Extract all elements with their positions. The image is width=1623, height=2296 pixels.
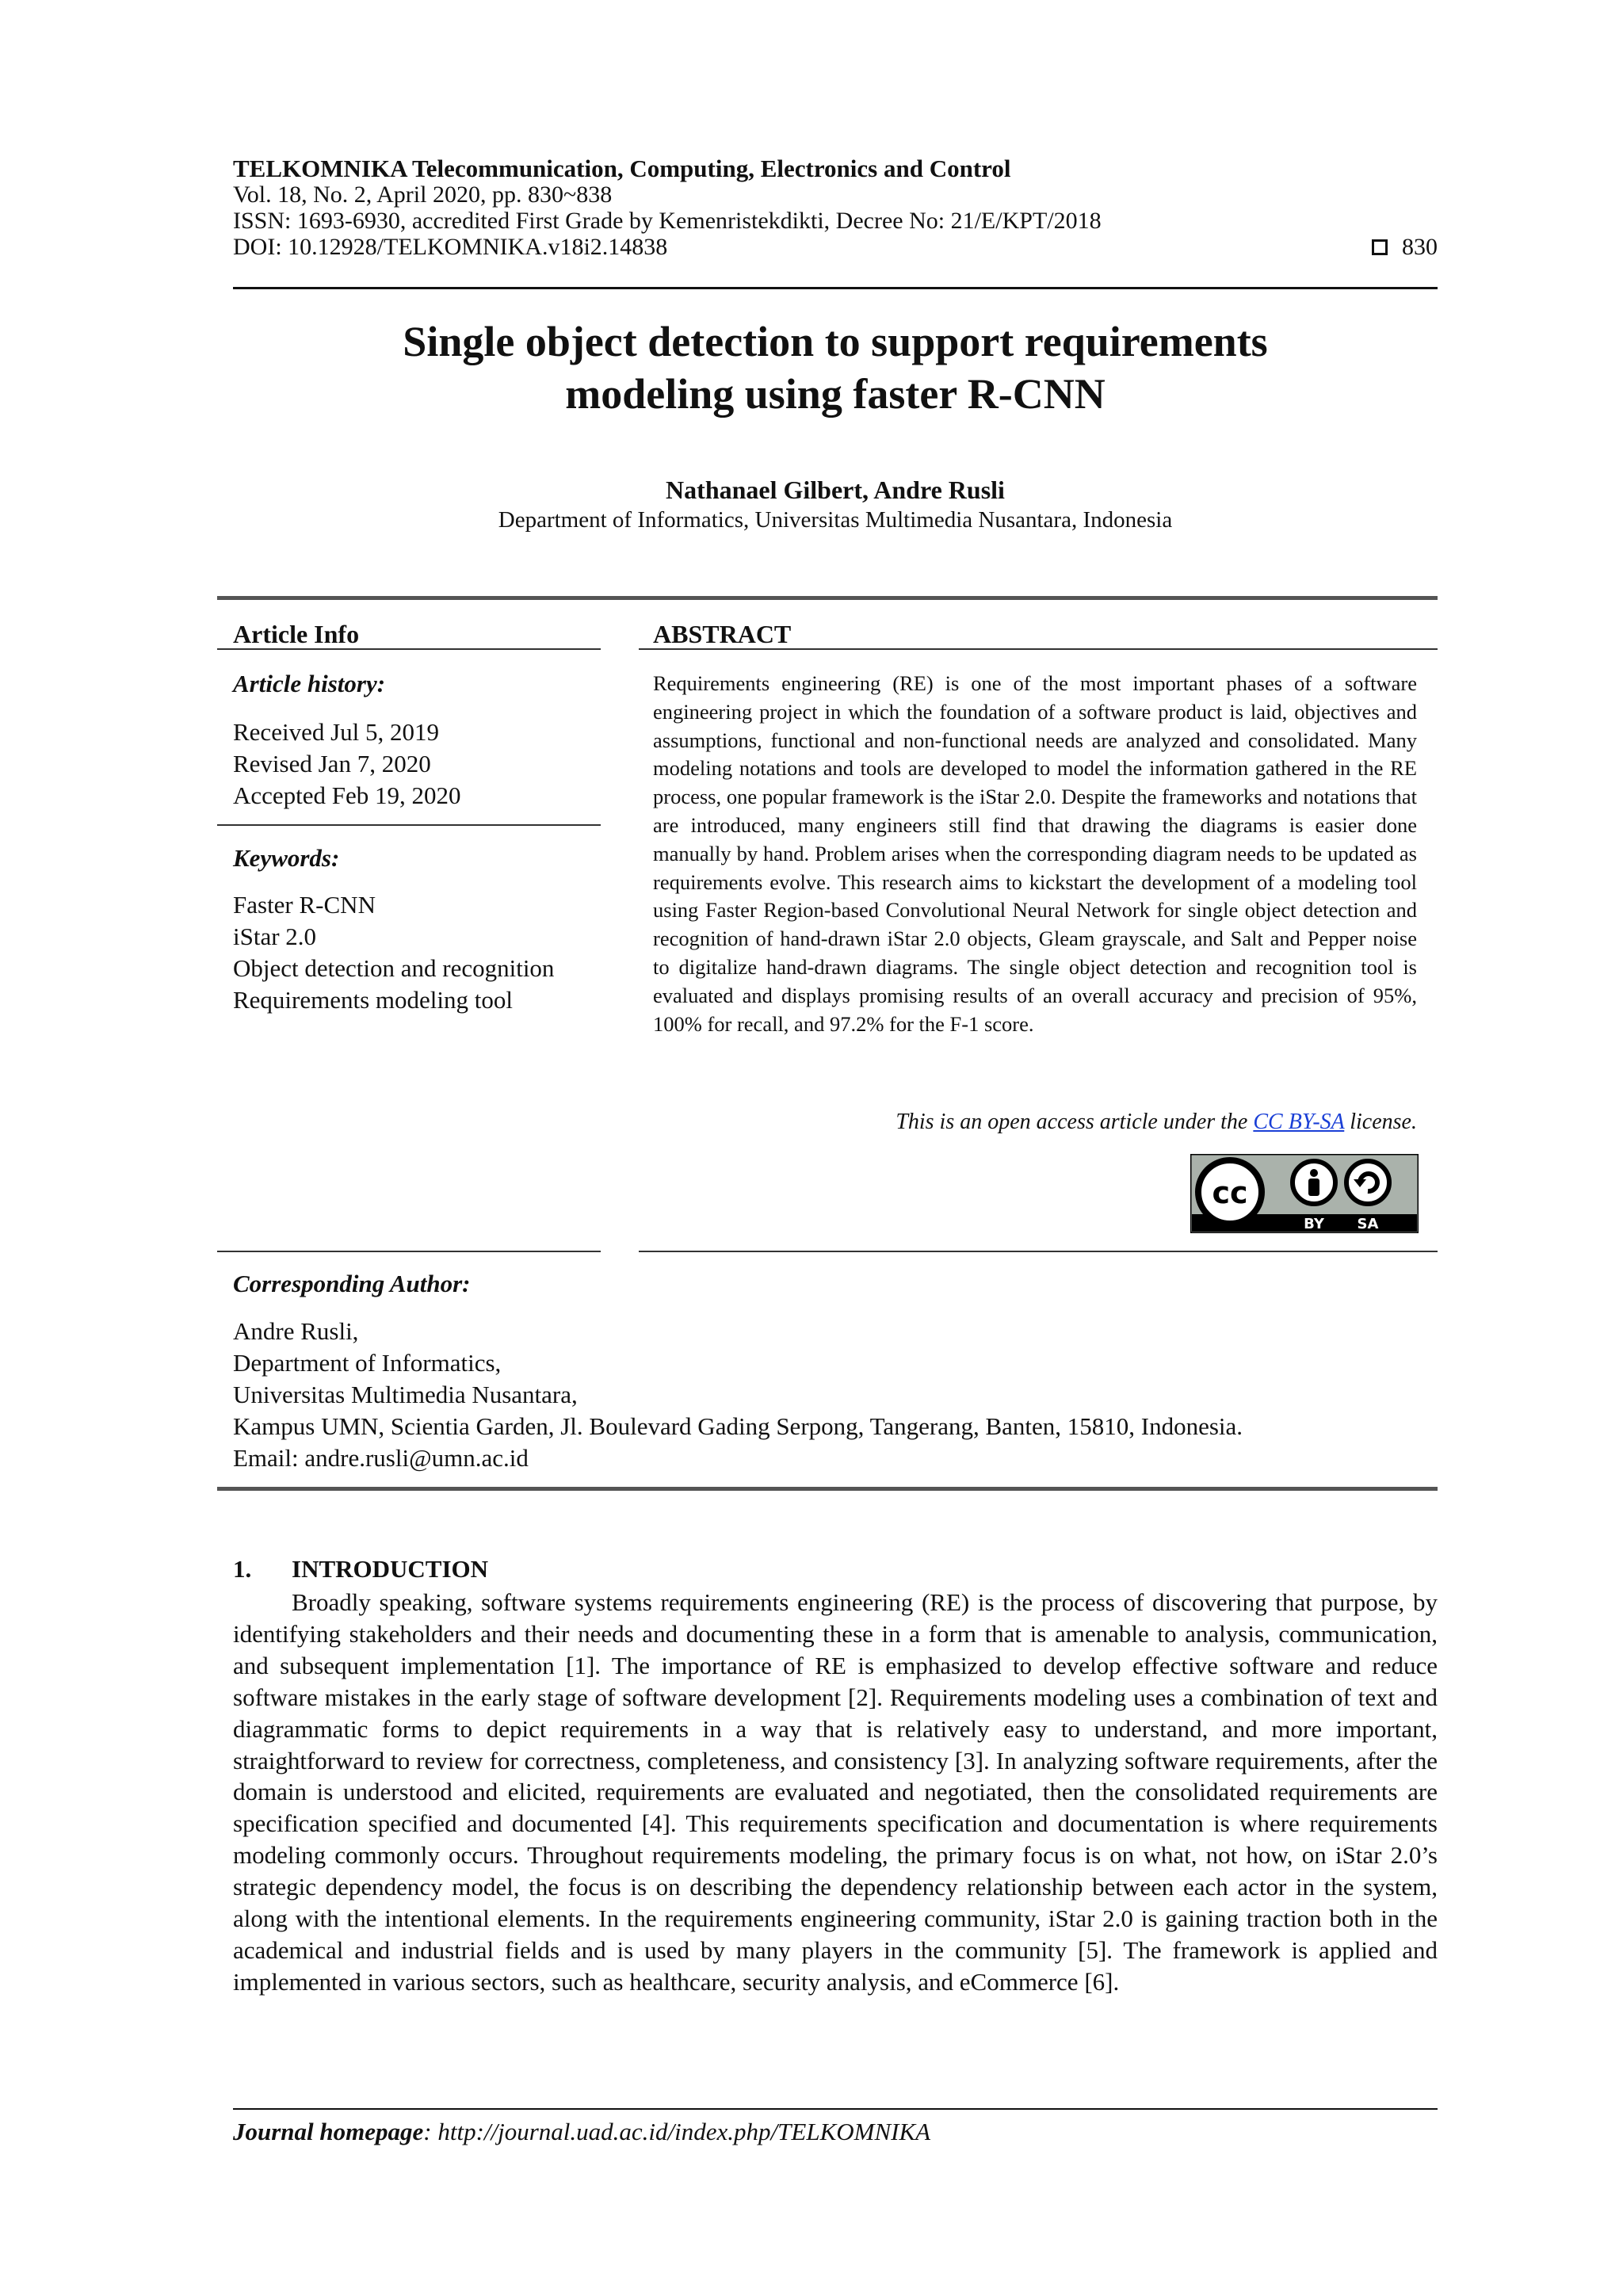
corresponding-line: Andre Rusli, <box>233 1317 359 1345</box>
section-title: INTRODUCTION <box>292 1555 489 1583</box>
header-divider <box>233 287 1438 289</box>
received-date: Received Jul 5, 2019 <box>233 718 440 746</box>
history-divider <box>217 824 601 826</box>
corresponding-email[interactable]: Email: andre.rusli@umn.ac.id <box>233 1444 529 1472</box>
article-history <box>233 716 461 812</box>
abstract-heading: ABSTRACT <box>653 620 792 648</box>
abstract-text: Requirements engineering (RE) is one of the most important phases of a software engineering project in which the foundation of a software product is laid, objectives and assumptions, functional and non-functional needs are analyzed and consolidated. Many modeling notations and tools are developed to model the information gathered in the RE process, one popular framework is the iStar 2.0. Despite the frameworks and notations that are introduced, many engineers still find that drawing the diagrams is easier done manually by hand. Problem arises when the corresponding diagram needs to be updated as requirements evolve. This research aims to kickstart the development of a modeling tool using Faster Region-based Convolutional Neural Network for single object detection and recognition of hand-drawn iStar 2.0 objects, Gleam grayscale, and Salt and Pepper noise to digitalize hand-drawn diagrams. The single object detection and recognition tool is evaluated and displays promising results of an overall accuracy and precision of 95%, 100% for recall, and 97.2% for the F-1 score. <box>653 671 1417 1036</box>
authors: Nathanael Gilbert, Andre Rusli <box>666 476 1005 504</box>
sa-label: SA <box>1357 1216 1379 1232</box>
journal-homepage-footer <box>233 2118 930 2146</box>
corresponding-author-heading: Corresponding Author: <box>233 1270 471 1297</box>
page-number: 830 <box>1402 234 1438 260</box>
keywords-divider <box>217 1251 601 1252</box>
journal-volume: Vol. 18, No. 2, April 2020, pp. 830~838 <box>233 181 613 208</box>
keyword-item: Requirements modeling tool <box>233 986 514 1014</box>
article-history-heading: Article history: <box>233 670 386 697</box>
keywords-list <box>233 889 590 1016</box>
corresponding-line: Universitas Multimedia Nusantara, <box>233 1381 578 1408</box>
affiliation: Department of Informatics, Universitas Multimedia Nusantara, Indonesia <box>498 507 1173 533</box>
journal-doi: DOI: 10.12928/TELKOMNIKA.v18i2.14838 <box>233 234 668 260</box>
corresponding-line: Kampus UMN, Scientia Garden, Jl. Boulevard Gading Serpong, Tangerang, Banten, 15810, Indonesia. <box>233 1412 1243 1440</box>
journal-name: TELKOMNIKA Telecommunication, Computing, Electronics and Control <box>233 155 1011 182</box>
license-statement <box>653 1110 1417 1135</box>
cc-icon-label: cc <box>1212 1175 1248 1210</box>
keywords-heading: Keywords: <box>233 844 340 872</box>
introduction-text: Broadly speaking, software systems requirements engineering (RE) is the process of discovering that purpose, by identifying stakeholders and their needs and documenting these in a form that is amenable to analysis, communication, and subsequent implementation [1]. The importance of RE is emphasized to develop effective software and reduce software mistakes in the early stage of software development [2]. Requirements modeling uses a combination of text and diagrammatic forms to depict requirements in a way that is relatively easy to understand, and more important, straightforward to review for correctness, completeness, and consistency [3]. In analyzing software requirements, after the domain is understood and elicited, requirements are evaluated and negotiated, then the consolidated requirements are specification specified and documented [4]. This requirements specification and documentation is where requirements modeling commonly occurs. Throughout requirements modeling, the primary focus is on what, not how, on iStar 2.0’s strategic dependency model, the focus is on describing the dependency relationship between each actor in the system, along with the intentional elements. In the requirements engineering community, iStar 2.0 is gaining traction both in the academical and industrial fields and is used by many players in the community [5]. The framework is applied and implemented in various sectors, such as healthcare, security analysis, and eCommerce [6]. <box>233 1588 1438 1996</box>
footer-label: Journal homepage <box>233 2118 424 2145</box>
info-top-divider <box>217 596 1438 600</box>
share-alike-icon <box>1346 1161 1389 1204</box>
keyword-item: Object detection and recognition <box>233 954 555 982</box>
keyword-item: Faster R-CNN <box>233 891 376 919</box>
square-bullet-icon <box>1372 239 1388 255</box>
title-line-2: modeling using faster R-CNN <box>565 370 1106 418</box>
paper-title <box>233 315 1438 420</box>
article-info-heading: Article Info <box>233 620 360 648</box>
accepted-date: Accepted Feb 19, 2020 <box>233 781 461 809</box>
by-label: BY <box>1304 1216 1324 1232</box>
footer-divider <box>233 2108 1438 2110</box>
journal-header <box>233 155 1438 260</box>
info-bottom-divider <box>217 1487 1438 1491</box>
title-line-1: Single object detection to support requirements <box>403 318 1268 365</box>
cc-by-sa-badge[interactable] <box>1190 1154 1419 1233</box>
license-prefix: This is an open access article under the <box>896 1110 1254 1134</box>
corresponding-author-details <box>233 1316 1438 1474</box>
license-link[interactable]: CC BY-SA <box>1253 1110 1345 1134</box>
introduction-heading <box>233 1555 488 1584</box>
revised-date: Revised Jan 7, 2020 <box>233 750 431 777</box>
footer-url[interactable]: : http://journal.uad.ac.id/index.php/TELKOMNIKA <box>423 2118 931 2145</box>
section-number: 1. <box>233 1555 252 1583</box>
journal-issn: ISSN: 1693-6930, accredited First Grade by Kemenristekdikti, Decree No: 21/E/KPT/2018 <box>233 208 1102 234</box>
abstract-bottom-divider <box>639 1251 1438 1252</box>
corresponding-line: Department of Informatics, <box>233 1349 502 1377</box>
license-suffix: license. <box>1344 1110 1417 1134</box>
keyword-item: iStar 2.0 <box>233 923 317 950</box>
